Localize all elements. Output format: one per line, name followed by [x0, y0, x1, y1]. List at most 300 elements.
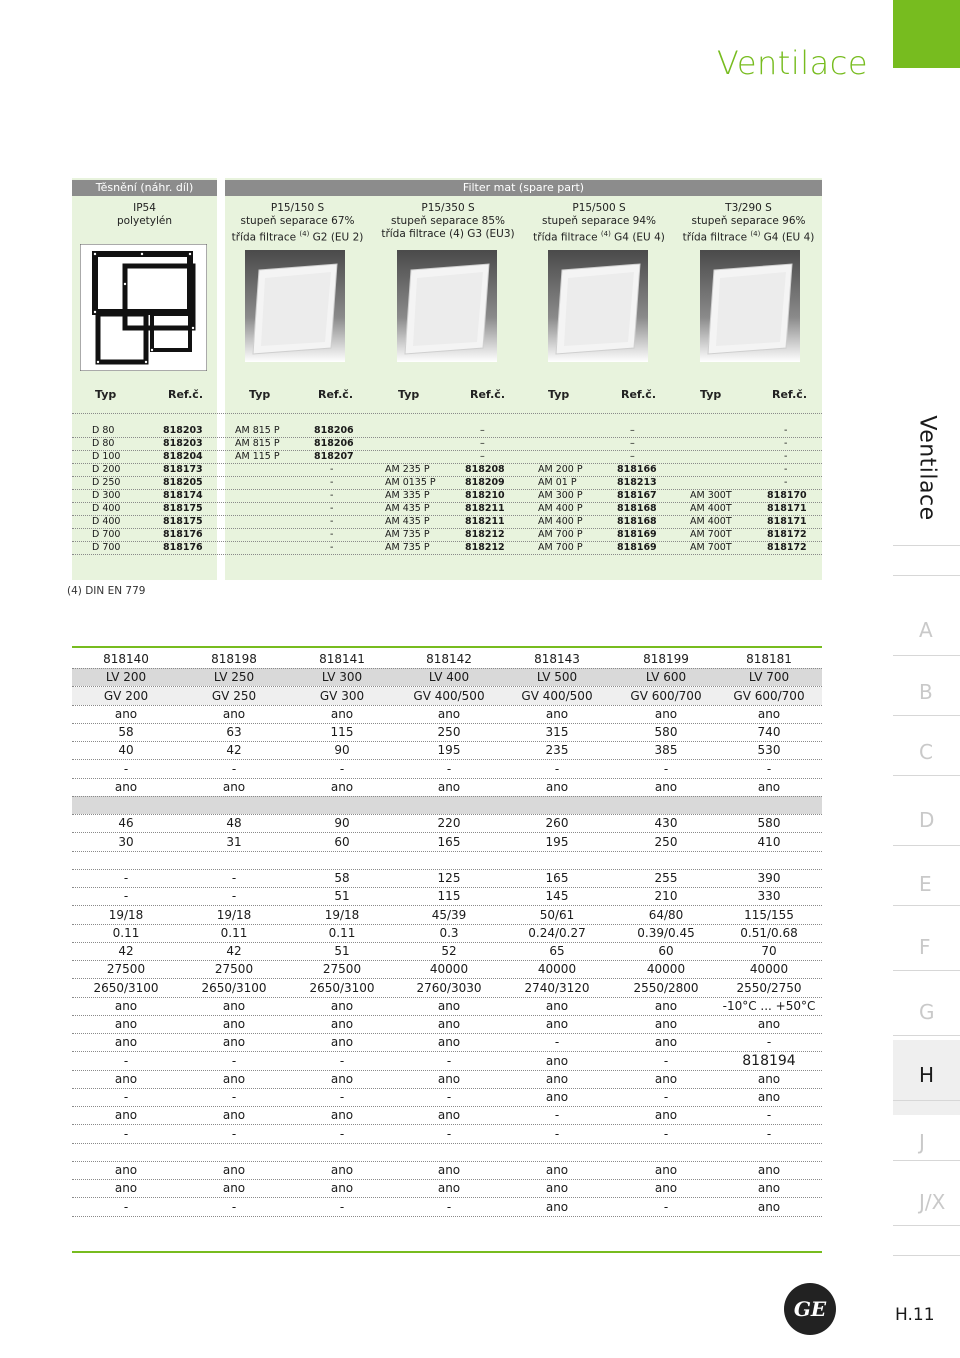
column-class [225, 228, 370, 245]
table-cell: ano [222, 1035, 246, 1050]
upper-cell: AM 115 P [235, 451, 280, 462]
table-cell: 0.51/0.68 [740, 925, 798, 940]
table-cell: 250 [654, 834, 678, 849]
table-cell: 48 [226, 816, 242, 831]
table-cell: 210 [654, 889, 678, 904]
upper-cell: D 80 [92, 438, 115, 449]
upper-cell: 818213 [617, 477, 657, 488]
filter-header: Filter mat (spare part) [225, 180, 822, 196]
upper-cell: - [784, 438, 788, 449]
upper-cell: AM 435 P [385, 503, 430, 514]
table-cell: 63 [226, 725, 242, 739]
table-cell: 145 [545, 889, 569, 904]
table-cell: ano [757, 1163, 781, 1177]
rail-item-b[interactable]: B [919, 680, 933, 704]
table-cell: ano [330, 1071, 354, 1086]
upper-cell: D 700 [92, 542, 121, 553]
column-model: T3/290 S [725, 202, 772, 214]
table-cell: - [123, 1126, 129, 1141]
upper-cell: 818172 [767, 542, 807, 553]
column-model: P15/150 S [270, 202, 325, 214]
upper-cell: - [784, 464, 788, 475]
table-cell: ano [545, 1017, 569, 1031]
table-row [72, 778, 822, 796]
filter-mat-image [548, 250, 648, 362]
table-cell: - [663, 1199, 669, 1214]
column-separation: stupeň separace 94% [541, 215, 657, 227]
table-cell: - [123, 889, 129, 904]
rail-divider [893, 1035, 960, 1036]
table-row [72, 1179, 822, 1197]
table-cell: - [231, 871, 237, 885]
rail-divider [893, 970, 960, 971]
upper-cell: 818170 [767, 490, 807, 501]
table-cell: 2550/2750 [736, 980, 802, 995]
table-cell: - [231, 1090, 237, 1104]
table-cell: ano [545, 1181, 569, 1196]
upper-cell: D 400 [92, 503, 121, 514]
upper-cell: – [480, 425, 485, 436]
table-cell: - [446, 761, 452, 776]
upper-cell: 818206 [314, 425, 354, 436]
gasket-header: Těsnění (náhr. díl) [72, 180, 217, 196]
table-cell: ano [222, 1071, 246, 1086]
upper-cell: 818176 [163, 542, 203, 553]
table-cell: ano [114, 1108, 138, 1123]
upper-cell: 818171 [767, 503, 807, 514]
table-cell: - [231, 889, 237, 904]
table-cell: GV 600/700 [630, 688, 702, 703]
column-separation: stupeň separace 85% [390, 215, 506, 227]
upper-cell: 818203 [163, 438, 203, 449]
upper-cell: 818205 [163, 477, 203, 488]
table-cell: ano [330, 1017, 354, 1031]
table-cell: 818141 [319, 652, 365, 666]
table-cell: ano [545, 998, 569, 1013]
table-cell: ano [222, 998, 246, 1013]
table-cell: -10°C ... +50°C [722, 998, 816, 1013]
rail-item-j-x[interactable]: J/X [919, 1190, 946, 1214]
table-cell: 64/80 [648, 907, 684, 922]
table-cell: LV 200 [105, 670, 147, 685]
table-cell: - [339, 1126, 345, 1141]
table-cell: ano [654, 1181, 678, 1196]
table-cell: ano [654, 1163, 678, 1177]
table-cell: ano [330, 706, 354, 721]
table-cell: ano [437, 1017, 461, 1031]
table-cell: 580 [757, 816, 781, 831]
table-row [72, 1198, 822, 1216]
upper-cell: – [630, 425, 635, 436]
table-cell: ano [757, 1199, 781, 1214]
table-cell: - [123, 761, 129, 776]
table-cell: 818198 [211, 652, 257, 666]
ref-label: Ref.č. [621, 388, 656, 401]
table-cell: 125 [437, 871, 461, 885]
table-cell: 165 [437, 834, 461, 849]
table-cell: ano [654, 779, 678, 794]
upper-cell: AM 0135 P [385, 477, 436, 488]
table-row [72, 1143, 822, 1161]
table-cell: ano [114, 1017, 138, 1031]
upper-cell: AM 700T [690, 542, 732, 553]
table-cell: ano [545, 1053, 569, 1068]
upper-cell: 818169 [617, 542, 657, 553]
table-cell: 51 [334, 889, 350, 904]
upper-cell: AM 700 P [538, 529, 583, 540]
type-label: Typ [398, 388, 420, 401]
table-cell: ano [757, 1017, 781, 1031]
table-cell: 2550/2800 [633, 980, 699, 995]
table-row [72, 1161, 822, 1179]
upper-cell: D 200 [92, 464, 121, 475]
table-row [72, 1052, 822, 1070]
table-cell: ano [654, 1071, 678, 1086]
table-cell: - [446, 1053, 452, 1068]
table-row [72, 1106, 822, 1124]
row-divider [72, 554, 822, 555]
type-label: Typ [95, 388, 117, 401]
column-separation: stupeň separace 96% [691, 215, 806, 227]
table-cell: 115/155 [744, 907, 794, 922]
upper-cell: - [330, 516, 334, 527]
table-cell: - [446, 1199, 452, 1214]
upper-cell: 818208 [465, 464, 505, 475]
column-heading [72, 202, 217, 228]
table-cell: - [123, 1090, 129, 1104]
table-cell: LV 600 [645, 670, 687, 685]
table-cell: ano [330, 1163, 354, 1177]
table-cell: 0.11 [220, 925, 248, 940]
table-cell: ano [654, 998, 678, 1013]
upper-cell: 818176 [163, 529, 203, 540]
rail-divider [893, 1225, 960, 1226]
table-cell: 818194 [742, 1052, 796, 1069]
table-cell: ano [222, 1017, 246, 1031]
table-cell: ano [330, 1108, 354, 1123]
table-cell: 2740/3120 [524, 980, 590, 995]
rail-divider [893, 1100, 960, 1101]
table-cell: 27500 [106, 962, 146, 977]
column-separation: polyetylén [116, 215, 173, 227]
upper-cell: - [784, 451, 788, 462]
table-cell: 45/39 [431, 907, 467, 922]
table-cell: 51 [334, 944, 350, 958]
table-cell: - [231, 761, 237, 776]
table-cell: - [663, 761, 669, 776]
upper-cell: 818207 [314, 451, 354, 462]
upper-cell: – [480, 438, 485, 449]
footnote-ref: (4) [750, 230, 761, 238]
rail-item-a[interactable]: A [919, 618, 933, 642]
table-row [72, 942, 822, 960]
rail-item-c[interactable]: C [919, 740, 933, 764]
table-row [72, 814, 822, 832]
page-number: H.11 [895, 1305, 935, 1325]
ref-label: Ref.č. [772, 388, 807, 401]
table-cell: 390 [757, 871, 781, 885]
table-cell: - [554, 1126, 560, 1141]
table-cell: ano [114, 998, 138, 1013]
table-cell: ano [114, 779, 138, 794]
table-cell: 530 [757, 743, 781, 758]
upper-cell: AM 815 P [235, 425, 280, 436]
table-cell: ano [437, 1163, 461, 1177]
table-cell: - [123, 1199, 129, 1214]
rail-divider [893, 545, 960, 546]
column-class [525, 228, 673, 245]
table-cell: 42 [226, 944, 242, 958]
upper-cell: AM 735 P [385, 542, 430, 553]
rail-section-label: Ventilace [914, 415, 939, 521]
footnote: (4) DIN EN 779 [67, 585, 146, 597]
upper-cell: D 300 [92, 490, 121, 501]
table-cell: - [554, 1035, 560, 1050]
upper-cell: AM 400 P [538, 516, 583, 527]
table-cell: 46 [118, 816, 134, 831]
upper-cell: - [330, 464, 334, 475]
table-cell: 42 [226, 743, 242, 758]
table-row [72, 1070, 822, 1088]
upper-cell: 818210 [465, 490, 505, 501]
column-class-label: třída filtrace (4) G3 (EU3) [381, 228, 515, 240]
table-top-rule [72, 646, 822, 648]
upper-cell: – [630, 451, 635, 462]
upper-cell: 818203 [163, 425, 203, 436]
table-cell: 0.3 [439, 925, 459, 940]
upper-cell: 818211 [465, 503, 505, 514]
upper-cell: - [784, 425, 788, 436]
page-title: Ventilace [716, 44, 868, 82]
table-cell: 19/18 [216, 907, 252, 922]
table-cell: ano [654, 1035, 678, 1050]
upper-cell: AM 400T [690, 503, 732, 514]
column-heading [525, 202, 673, 245]
table-cell: ano [654, 706, 678, 721]
rail-item-j[interactable]: J [919, 1130, 925, 1154]
upper-cell: – [630, 438, 635, 449]
table-cell: 385 [654, 743, 678, 758]
table-cell: 255 [654, 871, 678, 885]
table-row [72, 906, 822, 924]
table-cell: - [766, 1108, 772, 1123]
footnote-ref: (4) [299, 230, 310, 238]
column-class-value: G4 (EU 4) [763, 231, 815, 244]
gasket-image [80, 244, 207, 371]
table-row [72, 924, 822, 942]
table-cell: ano [757, 706, 781, 721]
table-cell: - [339, 761, 345, 776]
table-cell: ano [545, 1163, 569, 1177]
upper-cell: 818174 [163, 490, 203, 501]
upper-cell: - [330, 490, 334, 501]
table-cell: 220 [437, 816, 461, 831]
column-class-value: G4 (EU 4) [614, 231, 665, 244]
table-bottom-rule [72, 1251, 822, 1253]
rail-divider [893, 655, 960, 656]
type-label: Typ [700, 388, 722, 401]
table-cell: - [663, 1090, 669, 1104]
section-rail [893, 68, 960, 1358]
ref-label: Ref.č. [470, 388, 505, 401]
rail-item-h[interactable]: H [919, 1063, 935, 1087]
upper-cell: 818175 [163, 503, 203, 514]
table-row [72, 997, 822, 1015]
table-cell: ano [757, 1181, 781, 1196]
upper-cell: 818173 [163, 464, 203, 475]
table-cell: 40000 [646, 962, 686, 977]
table-row [72, 1125, 822, 1143]
table-cell: - [123, 871, 129, 885]
table-cell: 27500 [322, 962, 362, 977]
table-cell: - [554, 1108, 560, 1123]
upper-cell: AM 300 P [538, 490, 583, 501]
upper-cell: 818167 [617, 490, 657, 501]
upper-cell: – [480, 451, 485, 462]
table-cell: - [339, 1090, 345, 1104]
upper-cell: D 700 [92, 529, 121, 540]
upper-cell: D 100 [92, 451, 121, 462]
rail-divider [893, 905, 960, 906]
table-cell: GV 400/500 [521, 688, 593, 703]
table-cell: GV 250 [211, 688, 257, 703]
table-cell: ano [330, 998, 354, 1013]
table-cell: ano [437, 1071, 461, 1086]
table-cell: 40 [118, 743, 134, 758]
table-cell: - [339, 1199, 345, 1214]
table-cell: ano [222, 779, 246, 794]
upper-cell: AM 400T [690, 516, 732, 527]
rail-divider [893, 575, 960, 576]
table-row [72, 687, 822, 705]
column-class [373, 228, 523, 241]
table-row [72, 723, 822, 741]
table-cell: 70 [761, 944, 777, 958]
table-cell: 818199 [643, 652, 689, 666]
table-cell: LV 300 [321, 670, 363, 685]
rail-divider [893, 1160, 960, 1161]
upper-cell: 818212 [465, 529, 505, 540]
table-cell: 65 [549, 944, 565, 958]
table-row [72, 650, 822, 668]
table-cell: ano [330, 1181, 354, 1196]
column-separation: stupeň separace 67% [240, 215, 355, 227]
table-cell: ano [545, 779, 569, 794]
table-cell: 250 [437, 725, 461, 739]
column-model: P15/500 S [572, 202, 626, 214]
table-cell: 40000 [749, 962, 789, 977]
upper-cell: AM 335 P [385, 490, 430, 501]
table-cell: 195 [545, 834, 569, 849]
table-cell: - [663, 1126, 669, 1141]
footnote-ref: (4) [600, 230, 611, 238]
upper-cell: AM 235 P [385, 464, 430, 475]
upper-cell: D 250 [92, 477, 121, 488]
table-cell: ano [757, 1071, 781, 1086]
table-cell: - [231, 1053, 237, 1068]
table-cell: - [446, 1126, 452, 1141]
rail-item-e[interactable]: E [919, 872, 932, 896]
row-divider [72, 1216, 822, 1217]
ref-label: Ref.č. [318, 388, 353, 401]
column-heading [373, 202, 523, 241]
table-cell: ano [545, 1199, 569, 1214]
table-cell: - [766, 761, 772, 776]
ge-logo: GE [784, 1283, 836, 1335]
table-cell: 2650/3100 [201, 980, 267, 995]
table-cell: - [766, 1126, 772, 1141]
table-cell: 42 [118, 944, 134, 958]
upper-cell: 818209 [465, 477, 505, 488]
table-cell: 260 [545, 816, 569, 831]
table-cell: 2760/3030 [416, 980, 482, 995]
table-cell: - [231, 1199, 237, 1214]
rail-divider [893, 715, 960, 716]
table-cell: 0.24/0.27 [528, 925, 586, 940]
table-cell: ano [114, 1035, 138, 1050]
table-cell: - [123, 1053, 129, 1068]
upper-cell: 818212 [465, 542, 505, 553]
rail-item-f[interactable]: F [919, 935, 931, 959]
table-row [72, 851, 822, 869]
table-cell: 818142 [426, 652, 472, 666]
type-label: Typ [249, 388, 271, 401]
upper-cell: 818211 [465, 516, 505, 527]
table-cell: 818181 [746, 652, 792, 666]
rail-divider [893, 775, 960, 776]
upper-cell: 818204 [163, 451, 203, 462]
rail-item-g[interactable]: G [919, 1000, 935, 1024]
table-cell: LV 500 [536, 670, 578, 685]
table-row [72, 979, 822, 997]
upper-cell: D 80 [92, 425, 115, 436]
table-cell: 90 [334, 743, 350, 758]
upper-cell: - [784, 477, 788, 488]
table-cell: 60 [658, 944, 674, 958]
table-row [72, 741, 822, 759]
table-cell: 60 [334, 834, 350, 849]
table-cell: ano [437, 779, 461, 794]
table-row [72, 1033, 822, 1051]
table-row [72, 796, 822, 814]
rail-item-d[interactable]: D [919, 808, 935, 832]
table-row [72, 887, 822, 905]
table-cell: ano [545, 706, 569, 721]
ref-label: Ref.č. [168, 388, 203, 401]
column-model: P15/350 S [421, 202, 475, 214]
upper-cell: 818171 [767, 516, 807, 527]
table-cell: ano [654, 1017, 678, 1031]
column-class-label: třída filtrace [533, 231, 598, 244]
table-cell: ano [222, 1163, 246, 1177]
table-cell: 31 [226, 834, 242, 849]
table-cell: GV 600/700 [733, 688, 805, 703]
table-cell: 40000 [537, 962, 577, 977]
table-cell: LV 400 [428, 670, 470, 685]
table-cell: 2650/3100 [93, 980, 159, 995]
table-row [72, 869, 822, 887]
table-cell: GV 300 [319, 688, 365, 703]
table-cell: - [766, 1035, 772, 1050]
table-cell: - [663, 1053, 669, 1068]
table-cell: 58 [334, 871, 350, 885]
table-cell: 165 [545, 871, 569, 885]
table-cell: ano [330, 779, 354, 794]
upper-cell: AM 435 P [385, 516, 430, 527]
table-cell: 330 [757, 889, 781, 904]
upper-cell: AM 815 P [235, 438, 280, 449]
upper-cell: - [330, 542, 334, 553]
